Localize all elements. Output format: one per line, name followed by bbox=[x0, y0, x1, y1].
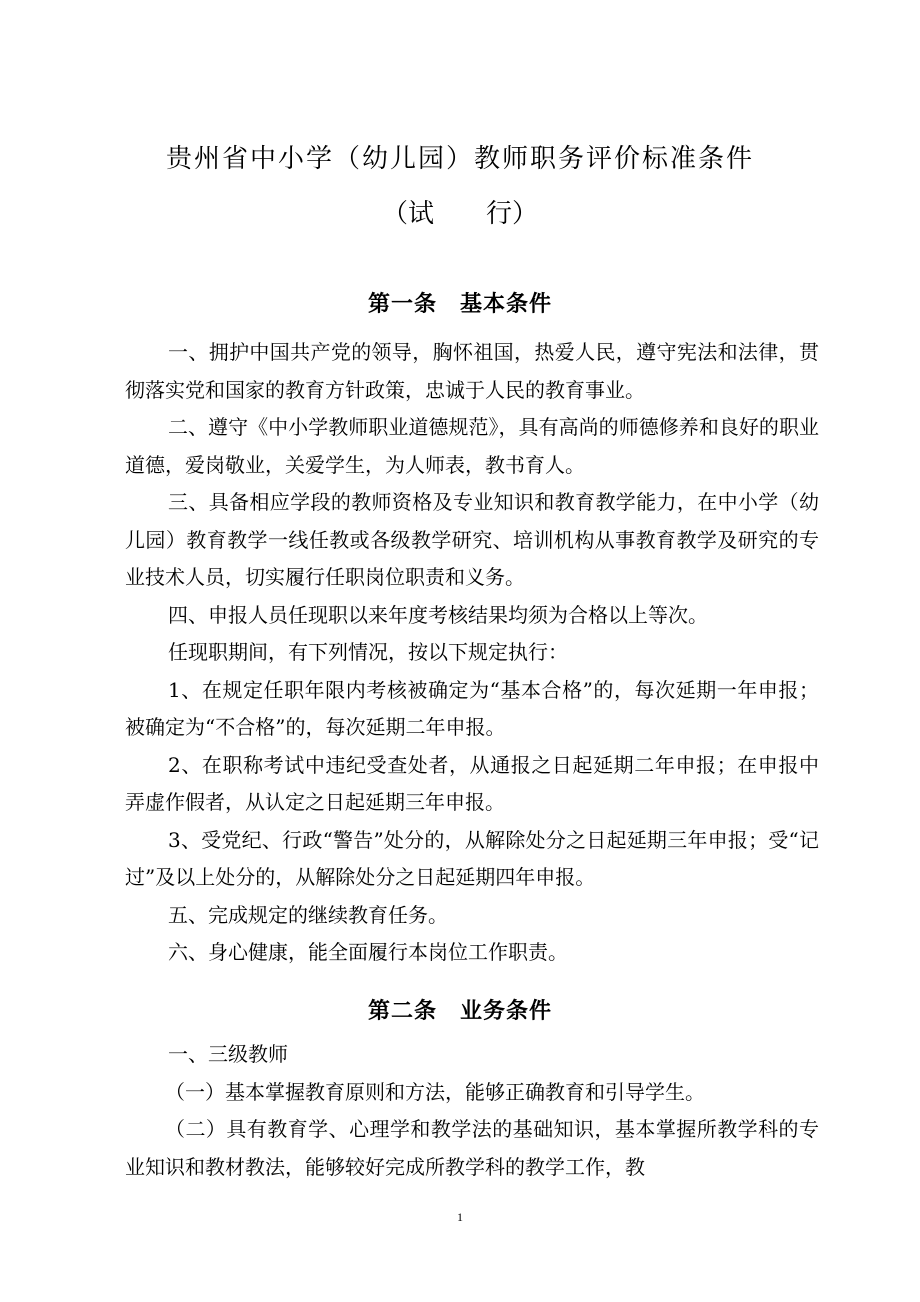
page-number: 1 bbox=[457, 1210, 463, 1224]
section2-heading: 第二条 业务条件 bbox=[367, 999, 552, 1024]
section1-body bbox=[125, 334, 819, 972]
section1-heading: 第一条 基本条件 bbox=[367, 292, 552, 317]
section2-item-2: （二）具有教育学、心理学和教学法的基础知识，基本掌握所教学科的专业知识和教材教法，能够较好完成所教学科的教学工作，教 bbox=[125, 1117, 819, 1179]
section1-paragraph-7: 六、身心健康，能全面履行本岗位工作职责。 bbox=[168, 940, 568, 964]
section1-item-3: 3、受党纪、行政“警告”处分的，从解除处分之日起延期三年申报；受“记过”及以上处分的，从解除处分之日起延期四年申报。 bbox=[125, 827, 819, 889]
section1-paragraph-5: 任现职期间，有下列情况，按以下规定执行： bbox=[168, 640, 568, 664]
section1-paragraph-1: 一、拥护中国共产党的领导，胸怀祖国，热爱人民，遵守宪法和法律，贯彻落实党和国家的教育方针政策，忠诚于人民的教育事业。 bbox=[125, 340, 819, 402]
section2-paragraph-1: 一、三级教师 bbox=[168, 1042, 288, 1066]
section1-paragraph-4: 四、申报人员任现职以来年度考核结果均须为合格以上等次。 bbox=[168, 602, 708, 627]
section1-paragraph-3: 三、具备相应学段的教师资格及专业知识和教育教学能力，在中小学（幼儿园）教育教学一线任教或各级教学研究、培训机构从事教育教学及研究的专业技术人员，切实履行任职岗位职责和义务。 bbox=[125, 490, 819, 589]
section2-item-1: （一）基本掌握教育原则和方法，能够正确教育和引导学生。 bbox=[165, 1079, 705, 1104]
document-title: 贵州省中小学（幼儿园）教师职务评价标准条件 bbox=[165, 144, 754, 174]
section1-item-1: 1、在规定任职年限内考核被确定为“基本合格”的，每次延期一年申报；被确定为“不合格”的，每次延期二年申报。 bbox=[125, 677, 819, 739]
section2-body bbox=[125, 1036, 819, 1186]
document-subtitle: （试 行） bbox=[381, 199, 538, 229]
section1-paragraph-2: 二、遵守《中小学教师职业道德规范》，具有高尚的师德修养和良好的职业道德，爱岗敬业，关爱学生，为人师表，教书育人。 bbox=[125, 415, 819, 477]
section1-paragraph-6: 五、完成规定的继续教育任务。 bbox=[168, 902, 448, 927]
section1-item-2: 2、在职称考试中违纪受查处者，从通报之日起延期二年申报；在申报中弄虚作假者，从认定之日起延期三年申报。 bbox=[125, 752, 819, 814]
